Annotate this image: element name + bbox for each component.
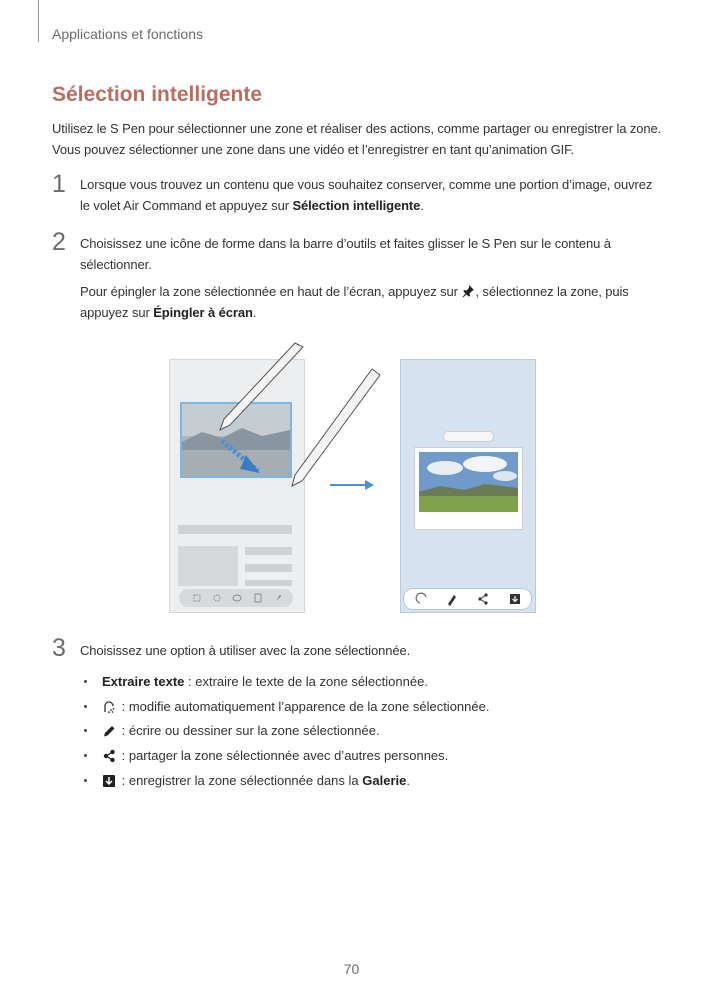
list-item bbox=[86, 722, 380, 740]
intro-paragraph: Utilisez le S Pen pour sélectionner une zone et réaliser des actions, comme partager ou enregistrer la zone. Vous pouvez sélectionner une zone dans une vidéo et l’enregistrer en tant qu’animation GIF. bbox=[52, 121, 662, 157]
s-pen-illustration bbox=[200, 335, 400, 495]
save-icon bbox=[102, 774, 116, 788]
gallery-label: Galerie bbox=[362, 773, 407, 788]
selected-image-card bbox=[414, 447, 523, 530]
step-2-sub-part: Pour épingler la zone sélectionnée en haut de l’écran, appuyez sur bbox=[80, 284, 462, 299]
step-3-number: 3 bbox=[52, 634, 66, 662]
content-line bbox=[245, 580, 292, 586]
list-item bbox=[86, 673, 428, 691]
share-icon bbox=[102, 749, 116, 763]
step-1-period: . bbox=[420, 198, 424, 213]
content-bar bbox=[178, 525, 292, 534]
list-item bbox=[86, 747, 448, 765]
option-share-desc: : partager la zone sélectionnée avec d’autres personnes. bbox=[118, 748, 449, 763]
step-2-number: 2 bbox=[52, 228, 66, 256]
content-line bbox=[245, 564, 292, 572]
action-toolbar bbox=[403, 588, 532, 610]
option-extract-text: Extraire texte bbox=[102, 674, 185, 689]
section-header: Applications et fonctions bbox=[52, 26, 203, 42]
page-title: Sélection intelligente bbox=[52, 83, 263, 106]
option-draw-desc: : écrire ou dessiner sur la zone sélectionnée. bbox=[118, 723, 380, 738]
header-rule bbox=[38, 0, 39, 42]
option-save-period: . bbox=[406, 773, 410, 788]
list-item bbox=[86, 772, 410, 790]
auto-adjust-icon bbox=[102, 700, 116, 714]
step-2-sub-part-2: , sélectionnez la zone, puis appuyez sur bbox=[80, 284, 629, 320]
step-2-text: Choisissez une icône de forme dans la barre d’outils et faites glisser le S Pen sur le contenu à sélectionner. bbox=[80, 236, 611, 272]
content-block bbox=[178, 546, 238, 586]
step-1-number: 1 bbox=[52, 170, 66, 198]
step-1-text-part: Lorsque vous trouvez un contenu que vous souhaitez conserver, comme une portion d’image, ouvrez le volet Air Command et appuyez sur bbox=[80, 177, 653, 213]
shape-toolbar bbox=[179, 589, 293, 607]
step-3-text: Choisissez une option à utiliser avec la zone sélectionnée. bbox=[80, 643, 411, 658]
option-extract-desc: : extraire le texte de la zone sélectionnée. bbox=[184, 674, 428, 689]
option-save-desc: : enregistrer la zone sélectionnée dans la bbox=[118, 773, 363, 788]
pin-handle bbox=[443, 431, 494, 442]
step-1-text bbox=[80, 174, 656, 216]
step-2-sub-bold: Épingler à écran bbox=[153, 305, 253, 320]
step-1-bold: Sélection intelligente bbox=[292, 198, 421, 213]
content-line bbox=[245, 547, 292, 555]
pen-icon bbox=[102, 724, 116, 738]
pin-icon bbox=[461, 283, 475, 297]
option-auto-adjust-desc: : modifie automatiquement l’apparence de la zone sélectionnée. bbox=[118, 699, 490, 714]
step-2-subtext bbox=[80, 281, 656, 323]
page-number: 70 bbox=[343, 961, 360, 977]
list-item bbox=[86, 698, 489, 716]
step-2-sub-period: . bbox=[252, 305, 257, 320]
